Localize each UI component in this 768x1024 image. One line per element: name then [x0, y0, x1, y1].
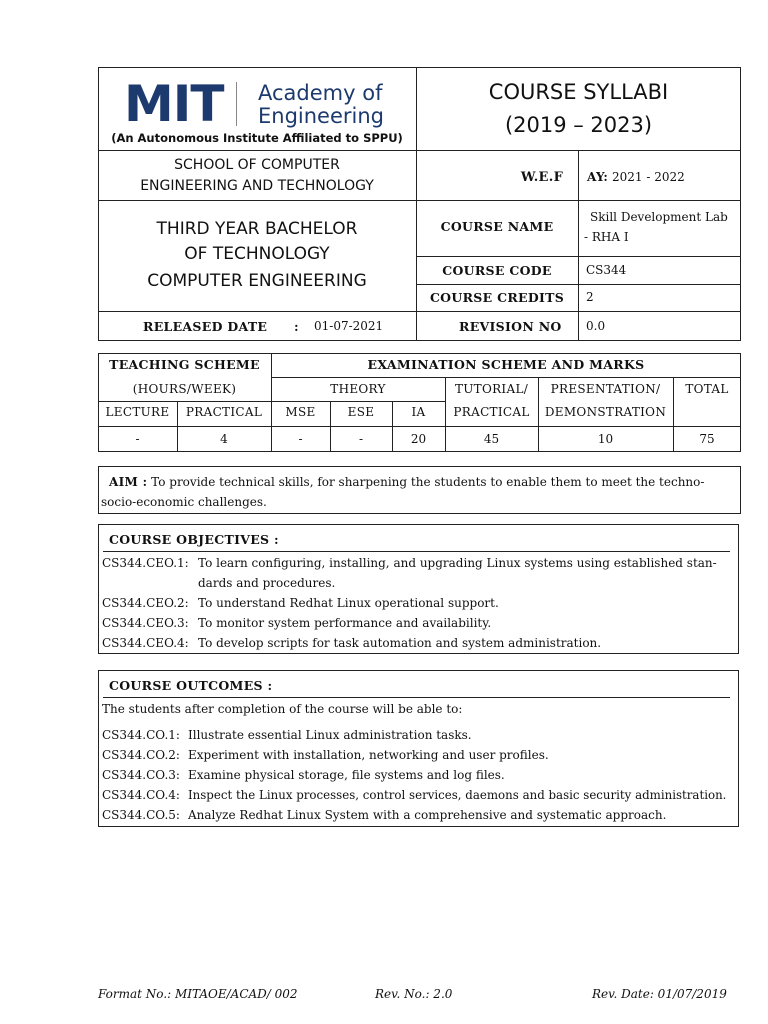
header-divider	[98, 200, 741, 201]
ay-value: 2021 - 2022	[611, 170, 685, 184]
scheme-value-presentation: 10	[597, 432, 614, 446]
outcome-text: Examine physical storage, file systems and log files.	[188, 768, 505, 782]
presentation-header-cont: DEMONSTRATION	[544, 405, 667, 419]
ese-header: ESE	[347, 405, 375, 419]
theory-header: THEORY	[330, 382, 386, 396]
outcome-code: CS344.CO.4:	[102, 788, 180, 802]
wef-label: W.E.F	[520, 170, 564, 185]
school-line1: SCHOOL OF COMPUTER	[174, 157, 340, 173]
ia-header: IA	[411, 405, 426, 419]
scheme-value-ia: 20	[410, 432, 427, 446]
doc-years: (2019 – 2023)	[504, 113, 653, 137]
affiliation-text: (An Autonomous Institute Affiliated to SPPU)	[111, 131, 403, 145]
outcomes-intro: The students after completion of the course will be able to:	[102, 702, 463, 716]
course-name-value-cont: - RHA I	[584, 230, 629, 244]
objective-code: CS344.CEO.1:	[102, 556, 189, 570]
outcome-code: CS344.CO.2:	[102, 748, 180, 762]
course-name-value: Skill Development Lab	[590, 210, 728, 224]
outcomes-rule	[103, 697, 730, 698]
teaching-scheme-sub: (HOURS/WEEK)	[132, 382, 237, 396]
revision-value: 0.0	[586, 319, 606, 333]
objective-text: To monitor system performance and availability.	[198, 616, 492, 630]
lecture-header: LECTURE	[105, 405, 170, 419]
objective-code: CS344.CEO.4:	[102, 636, 189, 650]
logo-engineering: Engineering	[258, 104, 384, 128]
scheme-value-total: 75	[699, 432, 715, 446]
header-divider	[98, 311, 741, 312]
practical-header: PRACTICAL	[185, 405, 263, 419]
released-label: RELEASED DATE	[143, 319, 268, 334]
footer-rev-no: Rev. No.: 2.0	[375, 987, 453, 1001]
released-sep: :	[294, 319, 299, 334]
outcome-text: Experiment with installation, networking and user profiles.	[188, 748, 549, 762]
objective-code: CS344.CEO.3:	[102, 616, 189, 630]
scheme-value-ese: -	[358, 432, 364, 446]
objectives-rule	[103, 551, 730, 552]
aim-text: To provide technical skills, for sharpening the students to enable them to meet the techno-	[151, 475, 705, 489]
outcome-code: CS344.CO.1:	[102, 728, 180, 742]
objectives-title: COURSE OBJECTIVES :	[109, 532, 279, 547]
ay-label: AY:	[587, 170, 609, 184]
scheme-divider	[271, 377, 741, 378]
outcome-code: CS344.CO.5:	[102, 808, 180, 822]
doc-title: COURSE SYLLABI	[488, 80, 669, 104]
total-header: TOTAL	[685, 382, 729, 396]
course-name-label: COURSE NAME	[440, 219, 554, 234]
header-divider	[98, 150, 741, 151]
released-value: 01-07-2021	[314, 319, 384, 333]
scheme-value-lecture: -	[135, 432, 140, 446]
course-code-value: CS344	[586, 263, 627, 277]
aim-line2: socio-economic challenges.	[101, 495, 267, 509]
scheme-value-tutorial: 45	[483, 432, 500, 446]
objective-text: To understand Redhat Linux operational support.	[198, 596, 499, 610]
presentation-header: PRESENTATION/	[550, 382, 661, 396]
logo-mit: MIT	[124, 75, 224, 133]
program-line3: COMPUTER ENGINEERING	[147, 271, 367, 291]
objective-code: CS344.CEO.2:	[102, 596, 189, 610]
outcome-text: Illustrate essential Linux administration tasks.	[188, 728, 472, 742]
scheme-value-practical: 4	[220, 432, 228, 446]
objective-text-cont: dards and procedures.	[198, 576, 336, 590]
scheme-divider	[98, 401, 271, 402]
program-line2: OF TECHNOLOGY	[184, 244, 330, 264]
mse-header: MSE	[285, 405, 316, 419]
outcomes-title: COURSE OUTCOMES :	[109, 678, 273, 693]
header-divider-vertical	[578, 311, 579, 341]
tutorial-header-cont: PRACTICAL	[453, 405, 530, 419]
program-line1: THIRD YEAR BACHELOR	[156, 219, 358, 239]
revision-label: REVISION NO	[459, 319, 562, 334]
aim-line1	[109, 475, 704, 489]
aim-label: AIM :	[109, 475, 148, 489]
scheme-divider	[271, 401, 445, 402]
outcome-text: Inspect the Linux processes, control services, daemons and basic security administration.	[188, 788, 727, 802]
teaching-scheme-title: TEACHING SCHEME	[109, 357, 260, 372]
footer-format: Format No.: MITAOE/ACAD/ 002	[98, 987, 298, 1001]
tutorial-header: TUTORIAL/	[454, 382, 529, 396]
footer-rev-date: Rev. Date: 01/07/2019	[592, 987, 727, 1001]
course-credits-value: 2	[586, 290, 594, 304]
ay-field	[587, 170, 685, 184]
school-line2: ENGINEERING AND TECHNOLOGY	[140, 178, 374, 194]
objective-text: To develop scripts for task automation and system administration.	[198, 636, 602, 650]
exam-scheme-title: EXAMINATION SCHEME AND MARKS	[367, 357, 645, 372]
objective-text: To learn configuring, installing, and upgrading Linux systems using established stan-	[198, 556, 717, 570]
logo-separator	[236, 82, 237, 126]
outcome-text: Analyze Redhat Linux System with a comprehensive and systematic approach.	[188, 808, 667, 822]
logo-academy: Academy of	[258, 81, 383, 105]
course-credits-label: COURSE CREDITS	[429, 290, 565, 305]
scheme-value-mse: -	[298, 432, 303, 446]
outcome-code: CS344.CO.3:	[102, 768, 180, 782]
course-code-label: COURSE CODE	[442, 263, 552, 278]
scheme-divider	[98, 426, 741, 427]
